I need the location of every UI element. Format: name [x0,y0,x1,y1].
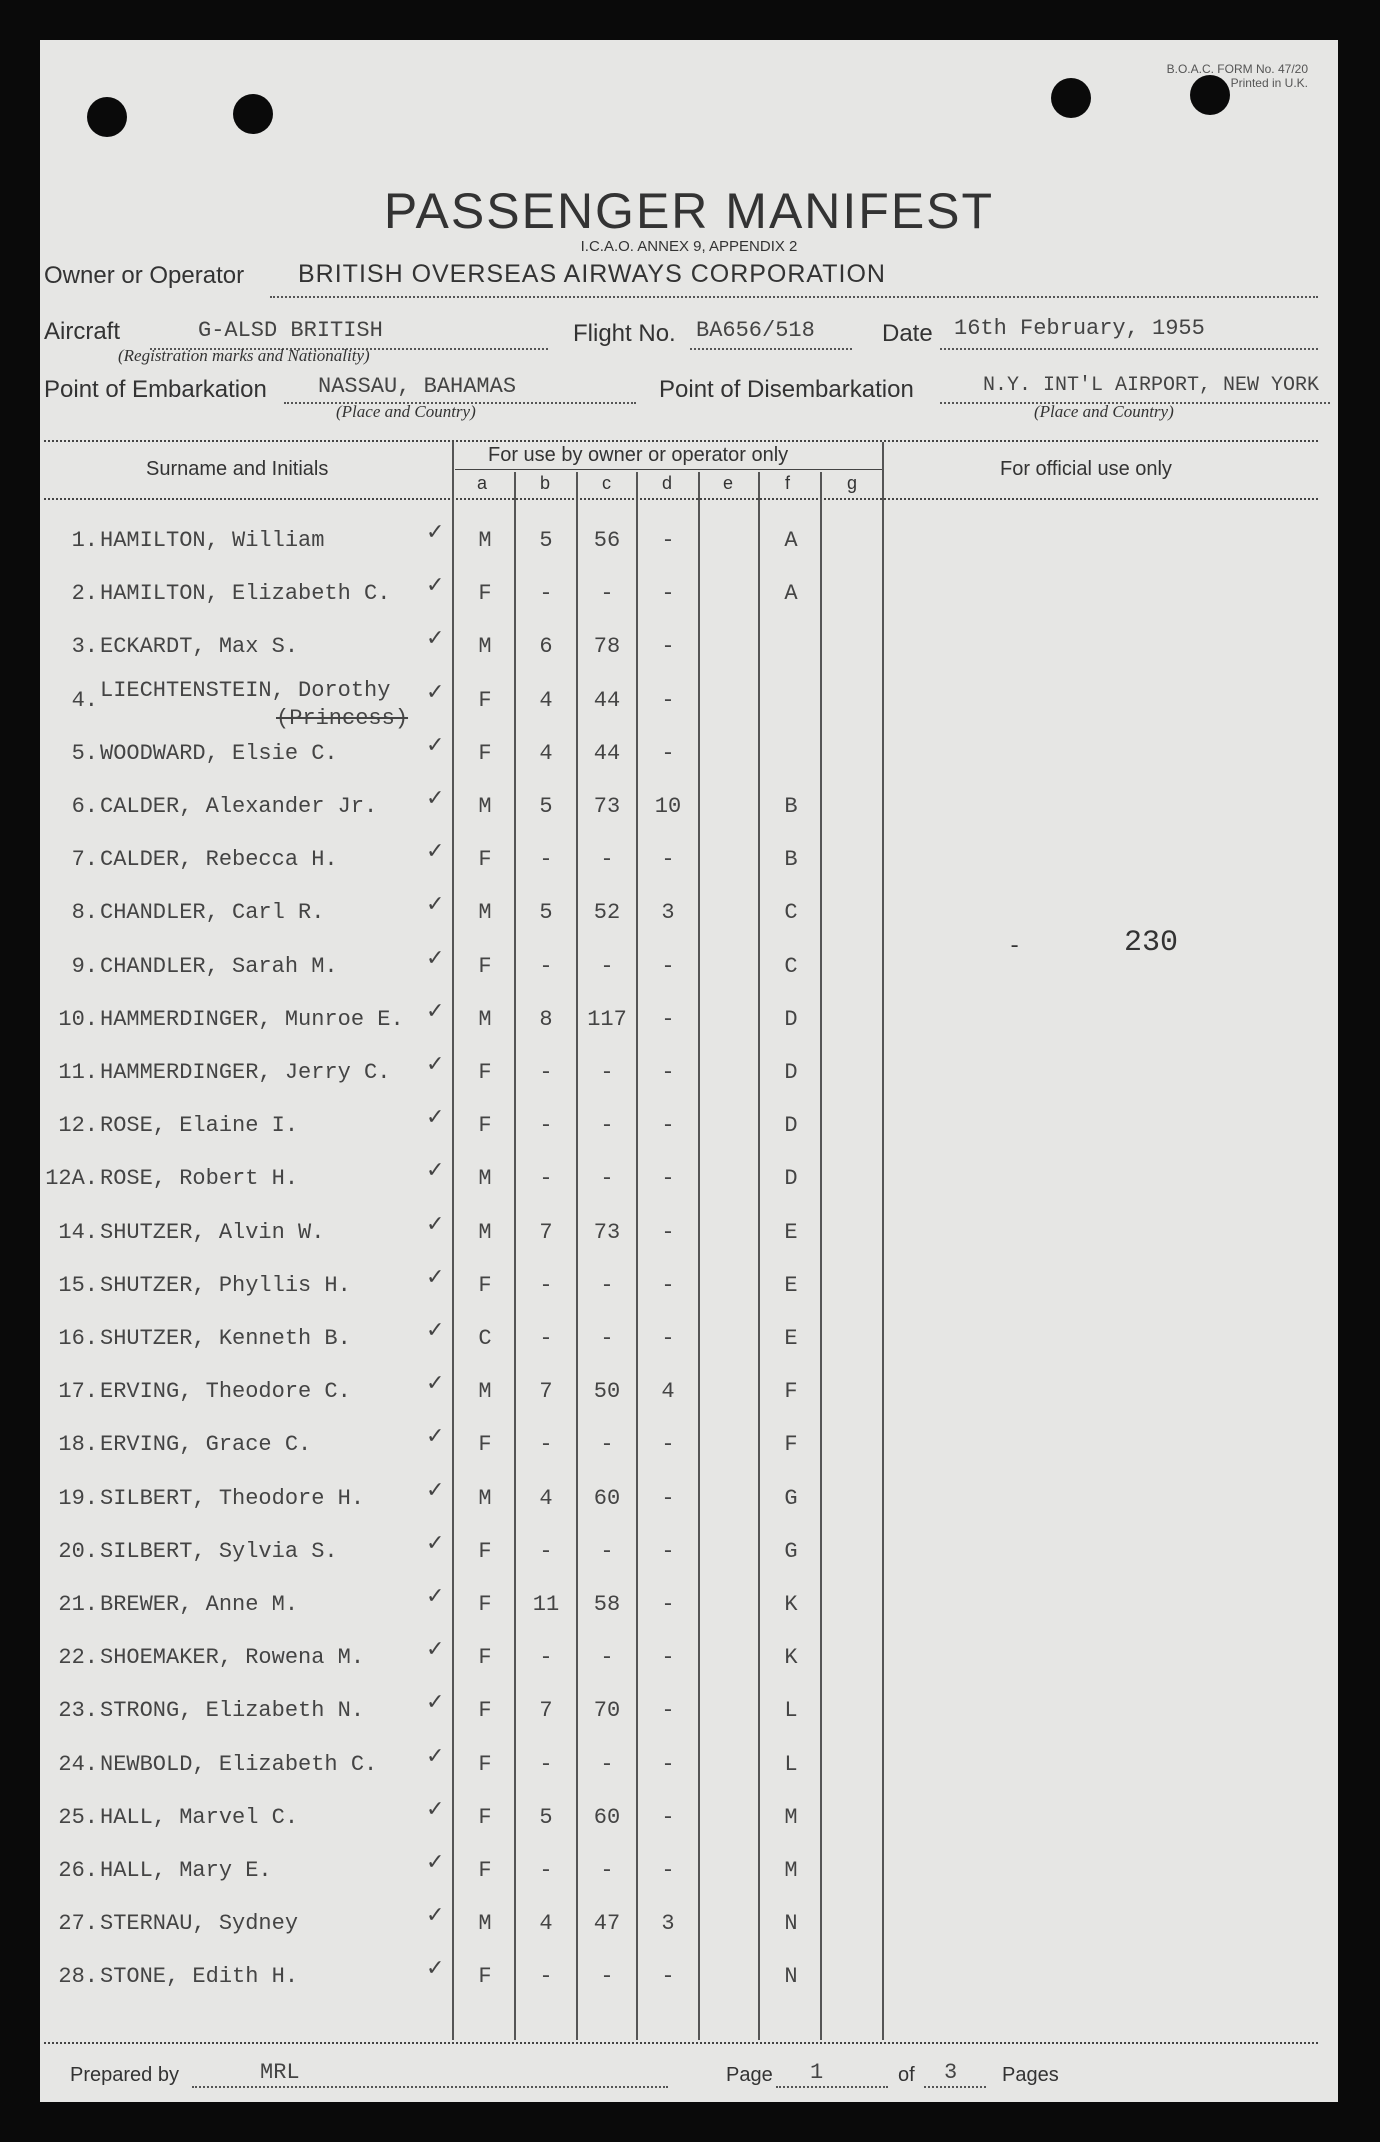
col-b-value: - [539,1326,553,1351]
col-c-value: 60 [593,1804,621,1830]
table-row [40,1371,1338,1432]
check-mark-icon: ✓ [426,892,445,918]
page-value: 1 [810,2060,824,2085]
flight-label: Flight No. [573,320,676,347]
row-number: 9. [71,953,98,979]
col-b-value: 7 [539,1379,553,1405]
col-b-value: - [539,847,553,873]
col-b-value: 5 [539,794,553,819]
col-a-value: F [478,1113,492,1139]
table-row [40,1690,1338,1751]
table-top-rule [44,440,1318,442]
check-mark-icon: ✓ [426,573,445,599]
col-b-header: b [540,473,551,493]
col-f-value: B [784,794,798,819]
col-d-value: - [661,1964,675,1990]
row-number: 16. [58,1326,98,1351]
table-row [40,520,1338,581]
col-b-value: - [539,1060,553,1085]
table-row [40,839,1338,900]
passenger-name: ERVING, Theodore C. [100,1379,351,1405]
page-label: Page [726,2064,773,2086]
row-number: 12A. [45,1166,98,1192]
col-c-value: 47 [593,1911,621,1937]
col-c-value: - [600,1060,614,1085]
col-a-value: F [478,953,492,979]
table-row [40,1796,1338,1858]
col-d-value: - [661,953,675,979]
col-f-value: L [784,1751,798,1777]
col-b-value: 4 [539,1485,553,1511]
owner-value: BRITISH OVERSEAS AIRWAYS CORPORATION [298,260,886,288]
col-d-value: - [661,1166,675,1192]
col-b-value: - [539,1272,553,1298]
table-row [40,1264,1338,1326]
col-a-value: M [478,1219,492,1245]
table-row [40,998,1338,1060]
col-f-value: D [784,1060,798,1085]
col-a-value: F [478,1272,492,1298]
col-f-value: B [784,847,798,873]
table-row [40,1530,1338,1592]
col-d-value: - [661,740,675,766]
col-f-value: A [784,528,798,553]
punch-hole [1051,78,1091,118]
col-c-value: 70 [593,1698,621,1724]
col-f-value: D [784,1166,798,1192]
flight-value: BA656/518 [696,318,815,343]
col-c-value: - [600,1113,614,1139]
col-a-value: M [478,1485,492,1511]
col-f-value: C [784,900,798,926]
col-a-value: M [478,1911,492,1937]
check-mark-icon: ✓ [426,1637,445,1663]
check-mark-icon: ✓ [426,1158,445,1184]
check-mark-icon: ✓ [426,520,445,545]
passenger-name: STERNAU, Sydney [100,1911,299,1937]
row-number: 23. [58,1698,98,1724]
col-c-value: 60 [593,1485,621,1511]
col-g-header: g [847,473,858,493]
row-number: 21. [58,1592,98,1617]
col-b-value: 4 [539,687,553,713]
col-b-value: - [539,953,553,979]
col-d-value: - [661,1113,675,1139]
name-header: Surname and Initials [146,458,329,480]
of-value: 3 [944,2060,958,2085]
table-row [40,1211,1338,1273]
col-c-value: 73 [593,1219,621,1245]
col-b-value: 4 [539,740,553,766]
col-d-header: d [662,473,673,493]
row-number: 1. [71,528,98,553]
col-a-value: F [478,581,492,607]
col-a-value: M [478,528,492,553]
col-c-header: c [602,473,611,493]
col-a-value: F [478,847,492,873]
page-line [776,2086,888,2088]
col-a-value: M [478,1379,492,1405]
date-line [940,348,1318,350]
official-mark: 230 [1124,926,1179,960]
check-mark-icon: ✓ [426,1850,445,1875]
col-c-value: 52 [593,900,621,926]
col-c-value: 56 [593,528,621,553]
passenger-name: BREWER, Anne M. [100,1592,299,1617]
col-d-value: - [661,1219,675,1245]
col-f-value: D [784,1006,798,1032]
row-number: 27. [58,1911,98,1937]
col-c-value: - [600,1645,614,1671]
col-d-value: - [661,1485,675,1511]
aircraft-label: Aircraft [44,318,121,345]
col-f-value: K [784,1592,798,1617]
row-number: 14. [58,1219,98,1245]
col-d-value: - [661,1645,675,1671]
table-row [40,1584,1338,1645]
col-a-value: M [478,900,492,926]
check-mark-icon: ✓ [426,839,445,865]
row-number: 26. [58,1858,98,1883]
table-row [40,1052,1338,1113]
col-d-value: - [661,1538,675,1564]
passenger-name: SILBERT, Theodore H. [100,1485,365,1511]
passenger-name: SILBERT, Sylvia S. [100,1538,338,1564]
col-b-value: 4 [539,1911,553,1937]
table-row [40,1743,1338,1805]
col-f-value: G [784,1485,798,1511]
col-c-value: - [600,953,614,979]
col-c-value: - [600,581,614,607]
check-mark-icon: ✓ [426,1052,445,1077]
row-number: 12. [58,1113,98,1139]
row-number: 25. [58,1804,98,1830]
col-c-value: 117 [587,1006,627,1032]
row-number: 28. [58,1964,98,1990]
table-row [40,1477,1338,1539]
col-a-value: F [478,1858,492,1883]
check-mark-icon: ✓ [426,679,445,705]
col-d-value: - [661,1006,675,1032]
aircraft-note: (Registration marks and Nationality) [118,346,370,365]
col-b-value: 5 [539,900,553,926]
check-mark-icon: ✓ [426,1105,445,1131]
col-b-value: - [539,1751,553,1777]
col-c-value: - [600,1964,614,1990]
col-a-value: F [478,1592,492,1617]
col-b-value: 7 [539,1219,553,1245]
col-f-value: M [784,1858,798,1883]
row-number: 11. [58,1060,98,1085]
row-number: 2. [71,581,98,607]
row-number: 4. [71,687,98,713]
col-c-value: - [600,1858,614,1883]
col-a-value: F [478,1060,492,1085]
date-label: Date [882,320,933,347]
passenger-name: SHUTZER, Phyllis H. [100,1272,351,1298]
check-mark-icon: ✓ [426,1796,445,1822]
check-mark-icon: ✓ [426,1424,445,1450]
col-a-value: F [478,1538,492,1564]
col-f-value: G [784,1538,798,1564]
col-d-value: - [661,1698,675,1724]
row-number: 10. [58,1006,98,1032]
col-d-value: - [661,1751,675,1777]
table-row [40,1903,1338,1964]
row-number: 5. [71,740,98,766]
passenger-name: HALL, Marvel C. [100,1804,299,1830]
passenger-name: SHUTZER, Kenneth B. [100,1326,351,1351]
passenger-name: LIECHTENSTEIN, Dorothy [100,677,391,703]
col-a-value: M [478,794,492,819]
col-b-value: - [539,1166,553,1192]
col-d-value: 10 [654,794,682,819]
table-row [40,1850,1338,1911]
passenger-name: CHANDLER, Carl R. [100,900,325,926]
col-a-value: F [478,1432,492,1458]
row-number: 15. [58,1272,98,1298]
passenger-name: HAMILTON, Elizabeth C. [100,581,391,607]
table-row [40,677,1338,741]
col-b-value: - [539,1432,553,1458]
embarkation-label: Point of Embarkation [44,376,267,403]
col-d-value: - [661,1858,675,1883]
check-mark-icon: ✓ [426,1264,445,1290]
check-mark-icon: ✓ [426,1690,445,1716]
passenger-name: CALDER, Rebecca H. [100,847,338,873]
col-b-value: 5 [539,528,553,553]
prepared-label: Prepared by [70,2064,179,2086]
col-c-value: - [600,1166,614,1192]
col-c-value: - [600,1751,614,1777]
check-mark-icon: ✓ [426,998,445,1024]
disembarkation-value: N.Y. INT'L AIRPORT, NEW YORK [983,374,1320,397]
check-mark-icon: ✓ [426,1903,445,1929]
col-d-value: 4 [661,1379,675,1405]
row-number: 3. [71,634,98,660]
col-d-value: - [661,1804,675,1830]
col-a-value: F [478,687,492,713]
check-mark-icon: ✓ [426,1211,445,1237]
passenger-name: CHANDLER, Sarah M. [100,953,338,979]
col-a-value: M [478,1166,492,1192]
passenger-name: HAMMERDINGER, Munroe E. [100,1006,404,1032]
col-c-value: - [600,1272,614,1298]
passenger-name: SHOEMAKER, Rowena M. [100,1645,365,1671]
disembarkation-note: (Place and Country) [1034,402,1174,421]
col-c-value: 78 [593,634,621,660]
col-b-value: - [539,1645,553,1671]
passenger-name: HAMILTON, William [100,528,325,553]
col-b-value: - [539,1858,553,1883]
col-f-value: D [784,1113,798,1139]
col-a-header: a [477,473,488,493]
col-b-value: - [539,581,553,607]
embarkation-value: NASSAU, BAHAMAS [318,374,517,399]
passenger-name: NEWBOLD, Elizabeth C. [100,1751,378,1777]
row-number: 6. [71,794,98,819]
passenger-name: STRONG, Elizabeth N. [100,1698,365,1724]
col-c-value: - [600,847,614,873]
check-mark-icon: ✓ [426,945,445,971]
col-d-value: - [661,1432,675,1458]
punch-hole [233,94,273,134]
aircraft-value: G-ALSD BRITISH [198,318,383,343]
col-f-value: K [784,1645,798,1671]
operator-header-rule [455,469,883,470]
col-e-header: e [723,473,734,493]
col-b-value: 6 [539,634,553,660]
col-d-value: - [661,687,675,713]
col-f-value: F [784,1379,798,1405]
col-a-value: F [478,1698,492,1724]
passenger-name: ECKARDT, Max S. [100,634,299,660]
row-number: 17. [58,1379,98,1405]
col-d-value: - [661,1592,675,1617]
page-subtitle: I.C.A.O. ANNEX 9, APPENDIX 2 [580,238,798,255]
col-d-value: - [661,1326,675,1351]
col-b-value: - [539,1113,553,1139]
col-b-value: - [539,1538,553,1564]
passenger-name: STONE, Edith H. [100,1964,299,1990]
check-mark-icon: ✓ [426,732,445,758]
col-d-value: - [661,1060,675,1085]
row-number: 8. [71,900,98,926]
col-b-value: 11 [532,1592,560,1617]
col-b-value: 8 [539,1006,553,1032]
table-row [40,1318,1338,1379]
col-c-value: - [600,1326,614,1351]
col-a-value: F [478,1645,492,1671]
passenger-name: ROSE, Robert H. [100,1166,299,1192]
col-a-value: M [478,634,492,660]
col-c-value: 44 [593,740,621,766]
col-f-value: E [784,1219,798,1245]
col-d-value: - [661,634,675,660]
col-f-value: E [784,1272,798,1298]
disembarkation-label: Point of Disembarkation [659,376,914,403]
check-mark-icon: ✓ [426,1371,445,1397]
row-number: 7. [71,847,98,873]
col-b-value: 7 [539,1698,553,1724]
passenger-name: ERVING, Grace C. [100,1432,312,1458]
check-mark-icon: ✓ [426,1318,445,1343]
check-mark-icon: ✓ [426,1477,445,1503]
col-d-value: 3 [661,900,675,926]
official-dash: - [1008,934,1022,959]
row-number: 19. [58,1485,98,1511]
col-c-value: 44 [593,687,621,713]
check-mark-icon: ✓ [426,1743,445,1769]
passenger-name: WOODWARD, Elsie C. [100,740,338,766]
passenger-title: (Princess) [276,705,409,731]
col-a-value: M [478,1006,492,1032]
col-f-value: E [784,1326,798,1351]
col-f-value: F [784,1432,798,1458]
col-d-value: - [661,1272,675,1298]
check-mark-icon: ✓ [426,626,445,652]
of-label: of [898,2064,915,2086]
passenger-name: HALL, Mary E. [100,1858,272,1883]
col-f-value: L [784,1698,798,1724]
col-d-value: 3 [661,1911,675,1937]
prepared-line [192,2086,668,2088]
col-f-header: f [785,473,791,493]
col-f-value: M [784,1804,798,1830]
check-mark-icon: ✓ [426,1530,445,1556]
page-title: PASSENGER MANIFEST [383,183,995,239]
col-a-value: F [478,740,492,766]
col-c-value: - [600,1432,614,1458]
table-header-rule [44,498,1318,500]
check-mark-icon: ✓ [426,1956,445,1982]
passenger-name: CALDER, Alexander Jr. [100,794,378,819]
row-number: 22. [58,1645,98,1671]
table-row [40,732,1338,794]
pages-label: Pages [1002,2064,1059,2086]
col-f-value: C [784,953,798,979]
col-d-value: - [661,847,675,873]
col-f-value: A [784,581,798,607]
official-header: For official use only [1000,458,1172,480]
owner-label: Owner or Operator [44,262,245,289]
check-mark-icon: ✓ [426,1584,445,1609]
operator-header: For use by owner or operator only [488,444,789,466]
passenger-name: ROSE, Elaine I. [100,1113,299,1139]
table-row [40,1956,1338,2017]
row-number: 20. [58,1538,98,1564]
table-row [40,1158,1338,1219]
col-a-value: F [478,1751,492,1777]
date-value: 16th February, 1955 [954,316,1205,341]
table-row [40,1105,1338,1166]
col-c-value: - [600,1538,614,1564]
passenger-name: HAMMERDINGER, Jerry C. [100,1060,391,1085]
flight-line [690,348,852,350]
col-c-value: 50 [593,1379,621,1405]
row-number: 24. [58,1751,98,1777]
table-row [40,573,1338,634]
passenger-name: SHUTZER, Alvin W. [100,1219,325,1245]
punch-hole [87,97,127,137]
col-d-value: - [661,581,675,607]
col-c-value: 58 [593,1592,621,1617]
col-a-value: F [478,1964,492,1990]
col-f-value: N [784,1911,798,1937]
col-b-value: 5 [539,1804,553,1830]
owner-line [270,296,1318,298]
col-c-value: 73 [593,794,621,819]
table-row [40,786,1338,847]
form-number: B.O.A.C. FORM No. 47/20 Printed in U.K. [1166,62,1308,90]
table-row [40,1637,1338,1698]
table-bottom-rule [44,2042,1318,2044]
table-row [40,945,1338,1007]
of-line [924,2086,986,2088]
table-row [40,1424,1338,1485]
check-mark-icon: ✓ [426,786,445,811]
col-a-value: F [478,1804,492,1830]
col-f-value: N [784,1964,798,1990]
col-a-value: C [478,1326,492,1351]
embarkation-note: (Place and Country) [336,402,476,421]
prepared-value: MRL [260,2060,300,2085]
row-number: 18. [58,1432,98,1458]
manifest-sheet [40,40,1338,2102]
col-b-value: - [539,1964,553,1990]
col-d-value: - [661,528,675,553]
